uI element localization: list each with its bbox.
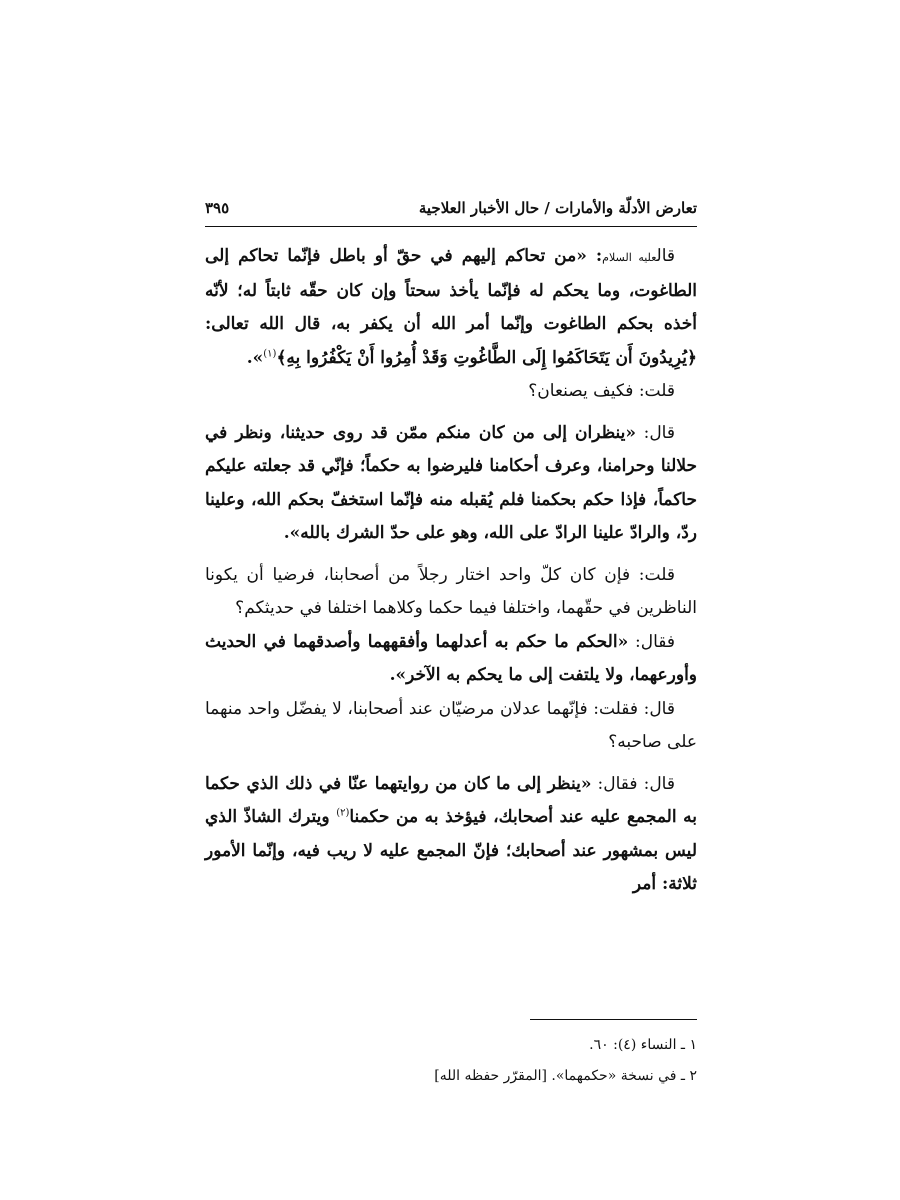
footnotes <box>205 1030 697 1092</box>
paragraph-7 <box>205 768 697 902</box>
quote-text: «ينظر إلى ما كان من روايتهما عنّا في ذلك الذي حكما به المجمع عليه عند أصحابك، فيؤخذ به من حكمنا <box>205 773 697 827</box>
speaker-label: قال <box>656 246 676 266</box>
footnote-ref-2: (٢) <box>336 807 350 819</box>
paragraph-3 <box>205 417 697 551</box>
paragraph-5 <box>205 626 697 693</box>
speaker-label: قال: فقلت: فإنّهما عدلان مرضيّان عند أصحابنا، لا يفضّل واحد منهما على صاحبه؟ <box>205 698 697 752</box>
speaker-label: قلت: فإن كان كلّ واحد اختار رجلاً من أصحابنا، فرضيا أن يكونا الناظرين في حقّهما، واختلفا فيما حكما وكلاهما اختلفا في حديثكم؟ <box>205 564 697 618</box>
speaker-label: فقال: <box>628 631 676 652</box>
page-header <box>205 199 697 223</box>
footnote-2: ٢ ـ في نسخة «حكمهما». [المقرّر حفظه الله] <box>434 1068 697 1084</box>
footnote-ref-1: (١) <box>263 347 277 359</box>
running-title: تعارض الأدلّة والأمارات / حال الأخبار العلاجية <box>418 199 697 217</box>
quote-text: «الحكم ما حكم به أعدلهما وأفقههما وأصدقهما في الحديث وأورعهما، ولا يلتفت إلى ما يحكم به الآخر». <box>205 631 697 685</box>
salutation: عليه السلام <box>602 251 657 264</box>
quote-end: ويترك الشاذّ الذي ليس بمشهور عند أصحابك؛ فإنّ المجمع عليه لا ريب فيه، وإنّما الأمور ثلاثة: أمر <box>205 807 697 894</box>
quote-end: ». <box>246 347 264 368</box>
speaker-label: قال: <box>636 422 675 443</box>
header-rule <box>205 226 697 227</box>
paragraph-4 <box>205 559 697 626</box>
footnote-1: ١ ـ النساء (٤): ٦٠. <box>589 1037 697 1053</box>
body-text <box>205 240 697 902</box>
paragraph-2 <box>205 375 697 409</box>
speaker-label: قلت: فكيف يصنعان؟ <box>528 381 675 401</box>
speaker-label: قال: فقال: <box>591 773 675 794</box>
footnote-rule <box>530 1019 697 1020</box>
quote-text: : «من تحاكم إليهم في حقّ أو باطل فإنّما تحاكم إلى الطاغوت، وما يحكم له فإنّما يأخذ سحتاً وإن كان حقّه ثابتاً له؛ لأنّه أخذه بحكم الطاغوت وإنّما أمر الله أن يكفر به، قال الله تعالى: ﴿يُرِيدُونَ أَن يَتَحَاكَمُوا إِلَى الطَّاغُوتِ وَقَدْ أُمِرُوا أَنْ يَكْفُرُوا بِهِ﴾ <box>205 246 697 368</box>
quote-text: «ينظران إلى من كان منكم ممّن قد روى حديثنا، ونظر في حلالنا وحرامنا، وعرف أحكامنا فليرضوا به حكماً؛ فإنّي قد جعلته عليكم حاكماً، فإذا حكم بحكمنا فلم يُقبله منه فإنّما استخفّ بحكم الله، وعلينا ردّ، والرادّ علينا الرادّ على الله، وهو على حدّ الشرك بالله». <box>205 422 697 543</box>
paragraph-1 <box>205 240 697 375</box>
page-number: ٣٩٥ <box>205 199 230 217</box>
paragraph-6 <box>205 693 697 760</box>
